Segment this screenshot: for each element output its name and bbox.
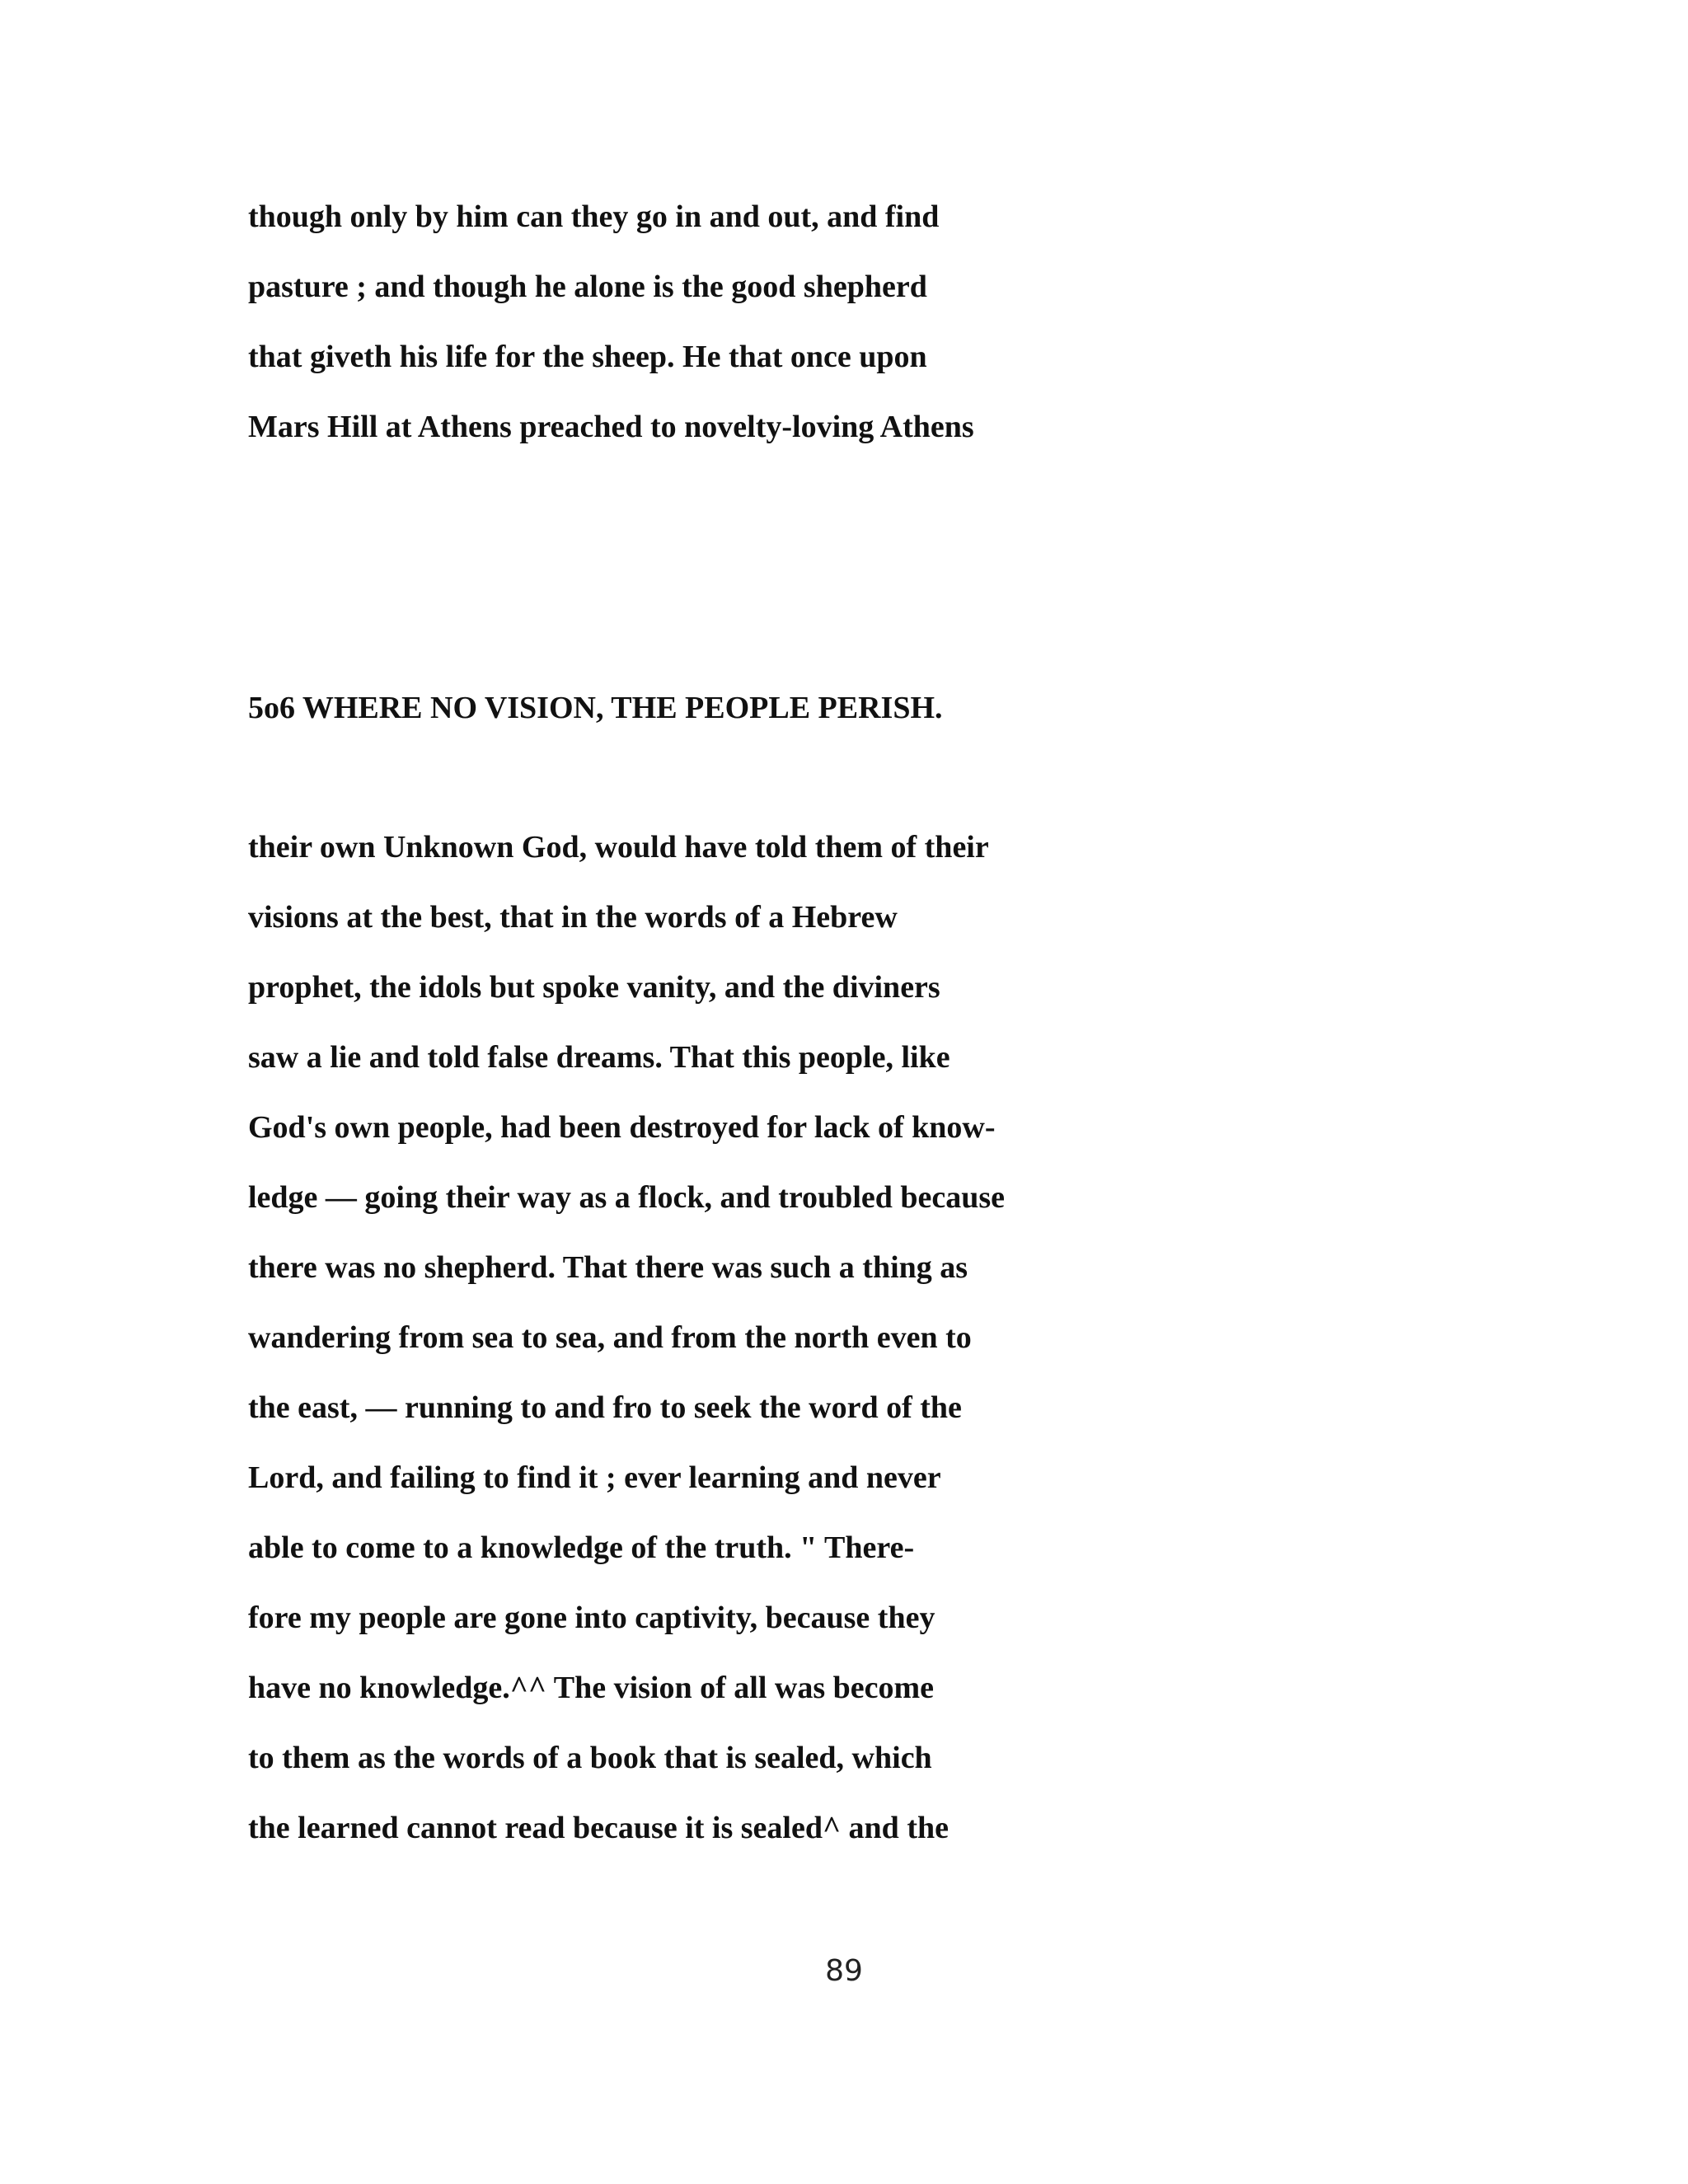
text-line: wandering from sea to sea, and from the north even to [248,1320,972,1355]
text-line: have no knowledge.^^ The vision of all was become [248,1671,935,1705]
text-line: that giveth his life for the sheep. He that once upon [248,340,927,374]
text-line: Mars Hill at Athens preached to novelty-loving Athens [248,410,974,444]
text-line: fore my people are gone into captivity, because they [248,1601,935,1635]
text-line: able to come to a knowledge of the truth. " There- [248,1530,915,1565]
running-head: 5o6 WHERE NO VISION, THE PEOPLE PERISH. [248,691,943,725]
text-line: their own Unknown God, would have told them of their [248,830,989,865]
text-line: the learned cannot read because it is sealed^ and the [248,1811,949,1845]
text-line: though only by him can they go in and out, and find [248,199,940,234]
text-line: pasture ; and though he alone is the good shepherd [248,269,927,304]
text-line: God's own people, had been destroyed for lack of know- [248,1110,996,1145]
text-line: saw a lie and told false dreams. That this people, like [248,1040,950,1075]
text-line: Lord, and failing to find it ; ever learning and never [248,1460,941,1495]
text-line: the east, — running to and fro to seek the word of the [248,1390,962,1425]
text-line: there was no shepherd. That there was such a thing as [248,1250,968,1285]
page-number: 89 [825,1954,863,1988]
text-line: ledge — going their way as a flock, and troubled because [248,1180,1006,1215]
text-line: visions at the best, that in the words of a Hebrew [248,900,898,935]
text-line: to them as the words of a book that is sealed, which [248,1741,932,1775]
text-line: prophet, the idols but spoke vanity, and the diviners [248,970,940,1005]
